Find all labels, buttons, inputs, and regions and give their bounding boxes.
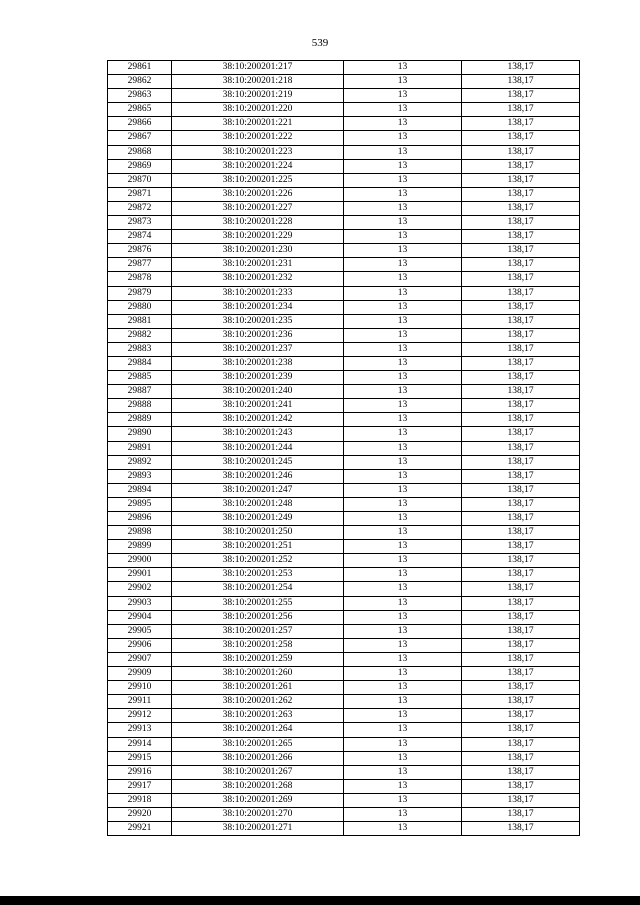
- cadastral-number-cell: 38:10:200201:244: [172, 441, 344, 455]
- cadastral-number-cell: 38:10:200201:271: [172, 822, 344, 836]
- value-cell: 138,17: [462, 173, 580, 187]
- quantity-cell: 13: [344, 497, 462, 511]
- row-id-cell: 29906: [108, 638, 172, 652]
- row-id-cell: 29867: [108, 131, 172, 145]
- table-row: [108, 103, 580, 117]
- table-row: [108, 216, 580, 230]
- quantity-cell: 13: [344, 145, 462, 159]
- cadastral-number-cell: 38:10:200201:233: [172, 286, 344, 300]
- quantity-cell: 13: [344, 342, 462, 356]
- table-row: [108, 187, 580, 201]
- page-number: 539: [311, 37, 329, 49]
- quantity-cell: 13: [344, 469, 462, 483]
- value-cell: 138,17: [462, 328, 580, 342]
- table-row: [108, 526, 580, 540]
- cadastral-number-cell: 38:10:200201:252: [172, 554, 344, 568]
- quantity-cell: 13: [344, 216, 462, 230]
- row-id-cell: 29898: [108, 526, 172, 540]
- table-row: [108, 497, 580, 511]
- cadastral-number-cell: 38:10:200201:266: [172, 751, 344, 765]
- value-cell: 138,17: [462, 554, 580, 568]
- table-row: [108, 173, 580, 187]
- table-row: [108, 624, 580, 638]
- table-row: [108, 314, 580, 328]
- value-cell: 138,17: [462, 582, 580, 596]
- cadastral-number-cell: 38:10:200201:251: [172, 540, 344, 554]
- cadastral-number-cell: 38:10:200201:253: [172, 568, 344, 582]
- table-row: [108, 117, 580, 131]
- row-id-cell: 29862: [108, 75, 172, 89]
- row-id-cell: 29907: [108, 652, 172, 666]
- table-row: [108, 230, 580, 244]
- table-row: [108, 512, 580, 526]
- cadastral-number-cell: 38:10:200201:227: [172, 201, 344, 215]
- value-cell: 138,17: [462, 272, 580, 286]
- quantity-cell: 13: [344, 751, 462, 765]
- quantity-cell: 13: [344, 765, 462, 779]
- table-row: [108, 737, 580, 751]
- row-id-cell: 29884: [108, 356, 172, 370]
- table-row: [108, 652, 580, 666]
- row-id-cell: 29861: [108, 61, 172, 75]
- value-cell: 138,17: [462, 131, 580, 145]
- quantity-cell: 13: [344, 187, 462, 201]
- cadastral-number-cell: 38:10:200201:221: [172, 117, 344, 131]
- quantity-cell: 13: [344, 638, 462, 652]
- row-id-cell: 29915: [108, 751, 172, 765]
- row-id-cell: 29910: [108, 681, 172, 695]
- cadastral-number-cell: 38:10:200201:268: [172, 779, 344, 793]
- table-row: [108, 582, 580, 596]
- cadastral-number-cell: 38:10:200201:246: [172, 469, 344, 483]
- row-id-cell: 29865: [108, 103, 172, 117]
- quantity-cell: 13: [344, 159, 462, 173]
- value-cell: 138,17: [462, 497, 580, 511]
- cadastral-number-cell: 38:10:200201:247: [172, 483, 344, 497]
- row-id-cell: 29888: [108, 399, 172, 413]
- value-cell: 138,17: [462, 652, 580, 666]
- row-id-cell: 29887: [108, 385, 172, 399]
- quantity-cell: 13: [344, 483, 462, 497]
- value-cell: 138,17: [462, 751, 580, 765]
- value-cell: 138,17: [462, 822, 580, 836]
- cadastral-number-cell: 38:10:200201:230: [172, 244, 344, 258]
- quantity-cell: 13: [344, 103, 462, 117]
- cadastral-number-cell: 38:10:200201:248: [172, 497, 344, 511]
- row-id-cell: 29901: [108, 568, 172, 582]
- quantity-cell: 13: [344, 413, 462, 427]
- value-cell: 138,17: [462, 117, 580, 131]
- quantity-cell: 13: [344, 258, 462, 272]
- table-row: [108, 356, 580, 370]
- quantity-cell: 13: [344, 300, 462, 314]
- row-id-cell: 29870: [108, 173, 172, 187]
- value-cell: 138,17: [462, 723, 580, 737]
- value-cell: 138,17: [462, 695, 580, 709]
- row-id-cell: 29921: [108, 822, 172, 836]
- quantity-cell: 13: [344, 695, 462, 709]
- quantity-cell: 13: [344, 582, 462, 596]
- cadastral-number-cell: 38:10:200201:262: [172, 695, 344, 709]
- table-row: [108, 244, 580, 258]
- value-cell: 138,17: [462, 371, 580, 385]
- cadastral-number-cell: 38:10:200201:270: [172, 807, 344, 821]
- table-row: [108, 385, 580, 399]
- quantity-cell: 13: [344, 244, 462, 258]
- row-id-cell: 29868: [108, 145, 172, 159]
- cadastral-number-cell: 38:10:200201:220: [172, 103, 344, 117]
- value-cell: 138,17: [462, 455, 580, 469]
- quantity-cell: 13: [344, 512, 462, 526]
- value-cell: 138,17: [462, 638, 580, 652]
- value-cell: 138,17: [462, 103, 580, 117]
- value-cell: 138,17: [462, 807, 580, 821]
- cadastral-number-cell: 38:10:200201:229: [172, 230, 344, 244]
- quantity-cell: 13: [344, 441, 462, 455]
- cadastral-number-cell: 38:10:200201:241: [172, 399, 344, 413]
- value-cell: 138,17: [462, 709, 580, 723]
- row-id-cell: 29892: [108, 455, 172, 469]
- row-id-cell: 29918: [108, 793, 172, 807]
- quantity-cell: 13: [344, 427, 462, 441]
- row-id-cell: 29904: [108, 610, 172, 624]
- table-row: [108, 89, 580, 103]
- table-row: [108, 258, 580, 272]
- row-id-cell: 29895: [108, 497, 172, 511]
- value-cell: 138,17: [462, 399, 580, 413]
- row-id-cell: 29866: [108, 117, 172, 131]
- value-cell: 138,17: [462, 483, 580, 497]
- row-id-cell: 29909: [108, 667, 172, 681]
- table-row: [108, 61, 580, 75]
- cadastral-number-cell: 38:10:200201:218: [172, 75, 344, 89]
- row-id-cell: 29912: [108, 709, 172, 723]
- cadastral-number-cell: 38:10:200201:240: [172, 385, 344, 399]
- cadastral-number-cell: 38:10:200201:249: [172, 512, 344, 526]
- row-id-cell: 29873: [108, 216, 172, 230]
- row-id-cell: 29878: [108, 272, 172, 286]
- table-row: [108, 441, 580, 455]
- cadastral-number-cell: 38:10:200201:254: [172, 582, 344, 596]
- cadastral-number-cell: 38:10:200201:232: [172, 272, 344, 286]
- value-cell: 138,17: [462, 89, 580, 103]
- table-row: [108, 300, 580, 314]
- quantity-cell: 13: [344, 822, 462, 836]
- scan-edge-bar: [0, 896, 640, 905]
- cadastral-number-cell: 38:10:200201:222: [172, 131, 344, 145]
- cadastral-number-cell: 38:10:200201:250: [172, 526, 344, 540]
- cadastral-number-cell: 38:10:200201:236: [172, 328, 344, 342]
- quantity-cell: 13: [344, 328, 462, 342]
- quantity-cell: 13: [344, 89, 462, 103]
- cadastral-number-cell: 38:10:200201:219: [172, 89, 344, 103]
- row-id-cell: 29917: [108, 779, 172, 793]
- table-row: [108, 371, 580, 385]
- row-id-cell: 29883: [108, 342, 172, 356]
- cadastral-number-cell: 38:10:200201:242: [172, 413, 344, 427]
- table-row: [108, 342, 580, 356]
- table-row: [108, 596, 580, 610]
- quantity-cell: 13: [344, 568, 462, 582]
- table-row: [108, 779, 580, 793]
- value-cell: 138,17: [462, 286, 580, 300]
- quantity-cell: 13: [344, 610, 462, 624]
- value-cell: 138,17: [462, 258, 580, 272]
- table-row: [108, 131, 580, 145]
- table-body: [108, 61, 580, 836]
- cadastral-number-cell: 38:10:200201:226: [172, 187, 344, 201]
- value-cell: 138,17: [462, 216, 580, 230]
- row-id-cell: 29893: [108, 469, 172, 483]
- table-row: [108, 793, 580, 807]
- row-id-cell: 29869: [108, 159, 172, 173]
- row-id-cell: 29874: [108, 230, 172, 244]
- row-id-cell: 29889: [108, 413, 172, 427]
- table-row: [108, 822, 580, 836]
- row-id-cell: 29890: [108, 427, 172, 441]
- table-row: [108, 667, 580, 681]
- table-row: [108, 483, 580, 497]
- value-cell: 138,17: [462, 526, 580, 540]
- table-row: [108, 286, 580, 300]
- data-table: [107, 60, 580, 836]
- row-id-cell: 29880: [108, 300, 172, 314]
- quantity-cell: 13: [344, 624, 462, 638]
- table-row: [108, 568, 580, 582]
- cadastral-number-cell: 38:10:200201:234: [172, 300, 344, 314]
- row-id-cell: 29896: [108, 512, 172, 526]
- value-cell: 138,17: [462, 145, 580, 159]
- value-cell: 138,17: [462, 568, 580, 582]
- table-row: [108, 159, 580, 173]
- table-row: [108, 765, 580, 779]
- row-id-cell: 29871: [108, 187, 172, 201]
- quantity-cell: 13: [344, 314, 462, 328]
- quantity-cell: 13: [344, 385, 462, 399]
- value-cell: 138,17: [462, 230, 580, 244]
- quantity-cell: 13: [344, 779, 462, 793]
- cadastral-number-cell: 38:10:200201:259: [172, 652, 344, 666]
- table-row: [108, 709, 580, 723]
- quantity-cell: 13: [344, 131, 462, 145]
- value-cell: 138,17: [462, 512, 580, 526]
- value-cell: 138,17: [462, 610, 580, 624]
- row-id-cell: 29863: [108, 89, 172, 103]
- row-id-cell: 29899: [108, 540, 172, 554]
- quantity-cell: 13: [344, 399, 462, 413]
- quantity-cell: 13: [344, 737, 462, 751]
- row-id-cell: 29872: [108, 201, 172, 215]
- value-cell: 138,17: [462, 427, 580, 441]
- table-row: [108, 610, 580, 624]
- cadastral-number-cell: 38:10:200201:269: [172, 793, 344, 807]
- table-row: [108, 399, 580, 413]
- value-cell: 138,17: [462, 314, 580, 328]
- value-cell: 138,17: [462, 187, 580, 201]
- value-cell: 138,17: [462, 75, 580, 89]
- cadastral-number-cell: 38:10:200201:265: [172, 737, 344, 751]
- table-row: [108, 807, 580, 821]
- row-id-cell: 29916: [108, 765, 172, 779]
- table-row: [108, 681, 580, 695]
- value-cell: 138,17: [462, 540, 580, 554]
- row-id-cell: 29902: [108, 582, 172, 596]
- value-cell: 138,17: [462, 793, 580, 807]
- table-row: [108, 695, 580, 709]
- value-cell: 138,17: [462, 159, 580, 173]
- quantity-cell: 13: [344, 540, 462, 554]
- quantity-cell: 13: [344, 173, 462, 187]
- table-row: [108, 413, 580, 427]
- row-id-cell: 29894: [108, 483, 172, 497]
- value-cell: 138,17: [462, 413, 580, 427]
- row-id-cell: 29905: [108, 624, 172, 638]
- value-cell: 138,17: [462, 765, 580, 779]
- value-cell: 138,17: [462, 61, 580, 75]
- value-cell: 138,17: [462, 681, 580, 695]
- row-id-cell: 29900: [108, 554, 172, 568]
- row-id-cell: 29877: [108, 258, 172, 272]
- quantity-cell: 13: [344, 286, 462, 300]
- value-cell: 138,17: [462, 300, 580, 314]
- table-row: [108, 201, 580, 215]
- value-cell: 138,17: [462, 244, 580, 258]
- cadastral-number-cell: 38:10:200201:225: [172, 173, 344, 187]
- value-cell: 138,17: [462, 624, 580, 638]
- row-id-cell: 29885: [108, 371, 172, 385]
- value-cell: 138,17: [462, 385, 580, 399]
- table-row: [108, 272, 580, 286]
- table-row: [108, 540, 580, 554]
- quantity-cell: 13: [344, 356, 462, 370]
- row-id-cell: 29911: [108, 695, 172, 709]
- value-cell: 138,17: [462, 596, 580, 610]
- table-row: [108, 554, 580, 568]
- row-id-cell: 29881: [108, 314, 172, 328]
- value-cell: 138,17: [462, 201, 580, 215]
- quantity-cell: 13: [344, 230, 462, 244]
- value-cell: 138,17: [462, 779, 580, 793]
- cadastral-number-cell: 38:10:200201:239: [172, 371, 344, 385]
- cadastral-number-cell: 38:10:200201:237: [172, 342, 344, 356]
- quantity-cell: 13: [344, 652, 462, 666]
- cadastral-number-cell: 38:10:200201:217: [172, 61, 344, 75]
- value-cell: 138,17: [462, 667, 580, 681]
- value-cell: 138,17: [462, 469, 580, 483]
- table-row: [108, 638, 580, 652]
- cadastral-number-cell: 38:10:200201:243: [172, 427, 344, 441]
- quantity-cell: 13: [344, 61, 462, 75]
- row-id-cell: 29876: [108, 244, 172, 258]
- cadastral-number-cell: 38:10:200201:238: [172, 356, 344, 370]
- cadastral-number-cell: 38:10:200201:267: [172, 765, 344, 779]
- cadastral-number-cell: 38:10:200201:245: [172, 455, 344, 469]
- quantity-cell: 13: [344, 75, 462, 89]
- quantity-cell: 13: [344, 793, 462, 807]
- cadastral-number-cell: 38:10:200201:256: [172, 610, 344, 624]
- quantity-cell: 13: [344, 709, 462, 723]
- cadastral-number-cell: 38:10:200201:228: [172, 216, 344, 230]
- row-id-cell: 29920: [108, 807, 172, 821]
- quantity-cell: 13: [344, 117, 462, 131]
- cadastral-number-cell: 38:10:200201:258: [172, 638, 344, 652]
- quantity-cell: 13: [344, 554, 462, 568]
- cadastral-number-cell: 38:10:200201:257: [172, 624, 344, 638]
- quantity-cell: 13: [344, 681, 462, 695]
- cadastral-number-cell: 38:10:200201:235: [172, 314, 344, 328]
- cadastral-number-cell: 38:10:200201:261: [172, 681, 344, 695]
- quantity-cell: 13: [344, 526, 462, 540]
- value-cell: 138,17: [462, 441, 580, 455]
- row-id-cell: 29891: [108, 441, 172, 455]
- quantity-cell: 13: [344, 807, 462, 821]
- cadastral-number-cell: 38:10:200201:255: [172, 596, 344, 610]
- quantity-cell: 13: [344, 596, 462, 610]
- row-id-cell: 29879: [108, 286, 172, 300]
- value-cell: 138,17: [462, 356, 580, 370]
- table-row: [108, 751, 580, 765]
- row-id-cell: 29882: [108, 328, 172, 342]
- table-row: [108, 75, 580, 89]
- quantity-cell: 13: [344, 272, 462, 286]
- table-row: [108, 469, 580, 483]
- row-id-cell: 29903: [108, 596, 172, 610]
- cadastral-number-cell: 38:10:200201:260: [172, 667, 344, 681]
- cadastral-number-cell: 38:10:200201:264: [172, 723, 344, 737]
- table-row: [108, 427, 580, 441]
- quantity-cell: 13: [344, 667, 462, 681]
- table-row: [108, 145, 580, 159]
- table-row: [108, 328, 580, 342]
- row-id-cell: 29913: [108, 723, 172, 737]
- row-id-cell: 29914: [108, 737, 172, 751]
- cadastral-number-cell: 38:10:200201:263: [172, 709, 344, 723]
- quantity-cell: 13: [344, 455, 462, 469]
- quantity-cell: 13: [344, 201, 462, 215]
- cadastral-number-cell: 38:10:200201:224: [172, 159, 344, 173]
- value-cell: 138,17: [462, 342, 580, 356]
- table-row: [108, 723, 580, 737]
- quantity-cell: 13: [344, 723, 462, 737]
- value-cell: 138,17: [462, 737, 580, 751]
- cadastral-number-cell: 38:10:200201:223: [172, 145, 344, 159]
- quantity-cell: 13: [344, 371, 462, 385]
- table-row: [108, 455, 580, 469]
- cadastral-number-cell: 38:10:200201:231: [172, 258, 344, 272]
